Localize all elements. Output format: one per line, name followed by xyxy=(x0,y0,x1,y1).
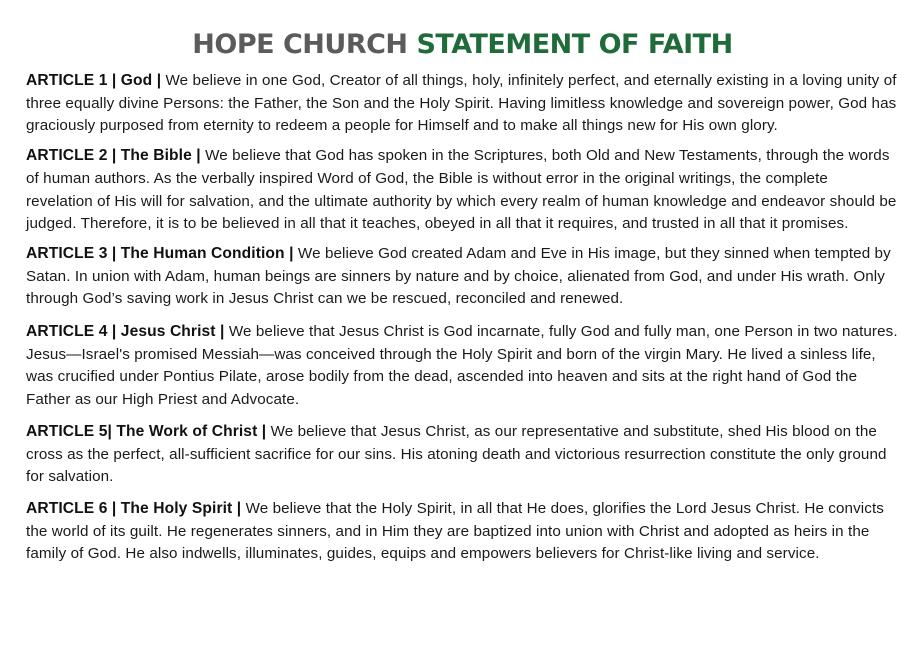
article-6-body: We believe that the Holy Spirit, in all that He does, glorifies the Lord Jesus Christ. He convicts the world of its guilt. He regenerates sinners, and in Him they are baptized into union with Christ and adopted as heirs in the family of God. He also indwells, illuminates, guides, equips and empowers believers for Christ-like living and service. xyxy=(26,499,884,563)
article-2-heading: ARTICLE 2 | The Bible | xyxy=(26,147,201,165)
article-2 xyxy=(26,145,899,236)
article-3-heading: ARTICLE 3 | The Human Condition | xyxy=(26,244,294,262)
article-2-body: We believe that God has spoken in the Scriptures, both Old and New Testaments, through the words of human authors. As the verbally inspired Word of God, the Bible is without error in the original writings, the complete revelation of His will for salvation, and the ultimate authority by which every realm of human knowledge and endeavor should be judged. Therefore, it is to be believed in all that it teaches, obeyed in all that it requires, and trusted in all that it promises. xyxy=(26,147,897,233)
article-5 xyxy=(26,421,899,489)
article-5-body: We believe that Jesus Christ, as our representative and substitute, shed His blood on the cross as the perfect, all-sufficient sacrifice for our sins. His atoning death and victorious resurrection constitute the only ground for salvation. xyxy=(26,422,887,486)
title-statement: STATEMENT OF FAITH xyxy=(416,29,733,60)
article-1-body: We believe in one God, Creator of all things, holy, infinitely perfect, and eternally existing in a loving unity of three equally divine Persons: the Father, the Son and the Holy Spirit. Having limitless knowledge and sovereign power, God has graciously purposed from eternity to redeem a people for Himself and to make all things new for His own glory. xyxy=(26,72,897,135)
article-3-body: We believe God created Adam and Eve in His image, but they sinned when tempted by Satan. In union with Adam, human beings are sinners by nature and by choice, alienated from God, and under His wrath. Only through God’s saving work in Jesus Christ can we be rescued, reconciled and renewed. xyxy=(26,244,891,308)
article-6-heading: ARTICLE 6 | The Holy Spirit | xyxy=(26,499,242,517)
article-1 xyxy=(26,70,899,138)
title-church-name: HOPE CHURCH xyxy=(192,29,408,60)
article-3 xyxy=(26,243,899,311)
page-title xyxy=(26,0,899,62)
article-4 xyxy=(26,321,899,412)
article-1-heading: ARTICLE 1 | God | xyxy=(26,72,162,89)
article-4-heading: ARTICLE 4 | Jesus Christ | xyxy=(26,323,225,341)
article-5-heading: ARTICLE 5| The Work of Christ | xyxy=(26,422,267,440)
article-4-body: We believe that Jesus Christ is God incarnate, fully God and fully man, one Person in two natures. Jesus—Israel's promised Messiah—was conceived through the Holy Spirit and born of the virgin Mary. He lived a sinless life, was crucified under Pontius Pilate, arose bodily from the dead, ascended into heaven and sits at the right hand of God the Father as our High Priest and Advocate. xyxy=(26,323,898,409)
article-6 xyxy=(26,498,899,566)
